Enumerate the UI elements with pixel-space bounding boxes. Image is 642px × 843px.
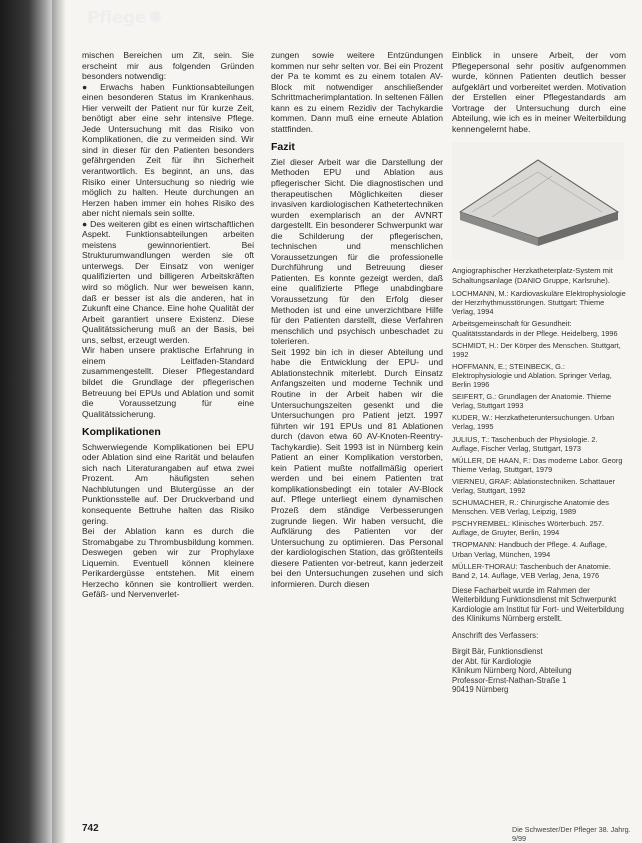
body-paragraph: Wir haben unsere praktische Erfahrung in einem Leitfaden-Standard zusammengestellt. Dieser Pflegestandard bildet die Grundlage der pflegerischen Betreuung bei EPUs und Ablation und somit die Voraussetzung für eine Qualitätssicherung. [82, 345, 254, 419]
reference-item: PSCHYREMBEL: Klinisches Wörterbuch. 257. Auflage, de Gruyter, Berlin, 1994 [452, 519, 604, 538]
heading-komplikationen: Komplikationen [82, 426, 161, 439]
reference-item: SEIFERT, G.: Grundlagen der Anatomie. Thieme Verlag, Stuttgart 1993 [452, 392, 612, 411]
address-line: 90419 Nürnberg [452, 685, 509, 695]
body-paragraph: Seit 1992 bin ich in dieser Abteilung und habe die Entwicklung der EPU- und Ablationstechnik miterlebt. Durch Einsatz Anfangszeiten und moderne Technik und Routine in der Arbeit haben wir die Untersuchungszeiten gesenkt und die Untersuchungen pro Patient jetzt. 1997 führten wir 191 EPUs und 81 Ablationen durch (davon etwa 60 AV-Knoten-Reentry-Tachykardie). Seit 1993 ist in Nürnberg kein Patient an einer Komplikation verstorben, kein Patient mußte notfallmäßig operiert werden und bei einem Patienten trat komplikationsbedingt ein totaler AV-Block auf. Pflege unterliegt einem dynamischen Prozeß dem ständige Verbesserungen zugrunde liegen. Wir haben versucht, die Aufklärung des Patienten vor der Untersuchung zu optimieren. Das Personal der kardiologischen Station, das größtenteils diesere Patienten vor-betreut, kann jederzeit bei den Untersuchungen zusehen und sich informieren. Durch diesen [271, 346, 443, 589]
author-note: Diese Facharbeit wurde im Rahmen der Weiterbildung Funktionsdienst mit Schwerpunkt Kardiologie am Institut für Fort- und Weiterbildung des Klinikums Nürnberg erstellt. [452, 585, 624, 624]
reference-item: Arbeitsgemeinschaft für Gesundheit: Qualitätsstandards in der Pflege. Heidelberg, 1996 [452, 319, 618, 338]
column-2 [271, 50, 443, 589]
reference-item: KUDER, W.: Herzkatheteruntersuchungen. Urban Verlag, 1995 [452, 413, 615, 432]
reference-item: TROPMANN: Handbuch der Pflege. 4. Auflage, Urban Verlag, München, 1994 [452, 540, 607, 559]
address-label: Anschrift des Verfassers: [452, 631, 539, 641]
body-paragraph: Einblick in unsere Arbeit, der vom Pflegepersonal sehr positiv aufgenommen wurde, können Patienten deutlich besser aufgeklärt und vorbereitet werden. Motivation der Erstellen einer Pflegestandards am Vortrage der Untersuchung durch eine Abteilung, wie ich es in meiner Weiterbildung kennengelernt habe. [452, 50, 626, 134]
address-line: der Abt. für Kardiologie [452, 656, 532, 666]
address-line: Birgit Bär, Funktionsdienst [452, 647, 543, 657]
reference-item: SCHMIDT, H.: Der Körper des Menschen. Stuttgart, 1992 [452, 340, 621, 359]
reference-item: SCHUMACHER, R.: Chirurgische Anatomie des Menschen. VEB Verlag, Leipzig, 1989 [452, 498, 609, 517]
section-title: Pflege [87, 8, 147, 28]
bullet-paragraph-2: ● Des weiteren gibt es einen wirtschaftlichen Aspekt. Funktionsabteilungen arbeiten meistens gewinnorientiert. Bei Strukturumwandlungen werden sie oft unterwegs. Der Einsatz von weniger qualifizierten und billigeren Arbeitskräften wird so möglich. Nur wer beweisen kann, daß er besser ist als die anderen, hat in Zukunft eine Chance. Eine hohe Qualität der Arbeit garantiert unsere Existenz. Diese Qualitätssicherung muß an der Basis, bei uns, selbst, erzeugt werden. [82, 218, 254, 345]
section-header [87, 8, 161, 28]
catheter-lab-photo [452, 142, 624, 260]
body-paragraph: zungen sowie weitere Entzündungen kommen nur sehr selten vor. Bei ein Prozent der Pa te kommt es zu einem totalen AV-Block mit notwendiger anschließender Schrittmacherimplantation. In seltenen Fällen kann es zu einem Rezidiv der Tachykardie kommen. Dann muß eine erneute Ablation stattfinden. [271, 50, 443, 134]
column-3 [452, 50, 626, 695]
page-number: 742 [82, 823, 99, 834]
figure-caption: Angiographischer Herzkatheterplatz-System mit Schaltungsanlage (DANIO Gruppe, Karlsruhe). [452, 266, 613, 285]
intro-text: mischen Bereichen um Zit, sein. Sie erscheint mir aus folgenden Gründen besonders notwendig: [82, 50, 254, 82]
header-bullet-icon [150, 11, 161, 22]
body-paragraph: Bei der Ablation kann es durch die Stromabgabe zu Thrombusbildung kommen. Deswegen geben wir zur Prophylaxe Liquemin. Eventuell können kleinere Perikardergüsse entstehen. Mit einem Herzecho können sie kontrolliert werden. Gefäß- und Nervenverlet- [82, 526, 254, 600]
figure-photo [452, 142, 624, 260]
bullet-paragraph-1: ● Erwachs haben Funktionsabteilungen einen besonderen Status im Krankenhaus. Hier verweilt der Patient nur für kurze Zeit, benötigt aber eine sehr intensive Pflege. Jede Untersuchung mit das Risiko von Komplikationen, die zu vermeiden sind. Wir sind in dieser für den Patienten besonders gefährgenden Zeit für ihn Sicherheit verantwortlich. Es beginnt, an uns, das Risiko einer Untersuchung so niedrig wie möglich zu halten. Heute durchungen an Herzen haben immer ein hohes Risiko des aber nicht niemals sein sollte. [82, 81, 254, 219]
reference-item: HOFFMANN, E.; STEINBECK, G.: Elektrophysiologie und Ablation. Springer Verlag, Berlin 1996 [452, 361, 612, 390]
address-line: Klinikum Nürnberg Nord, Abteilung [452, 666, 572, 676]
reference-item: JULIUS, T.: Taschenbuch der Physiologie. 2. Auflage, Fischer Verlag, Stuttgart, 1973 [452, 434, 598, 453]
column-1 [82, 50, 254, 600]
reference-item: MÜLLER, DE HAAN, F.: Das moderne Labor. Georg Thieme Verlag, Stuttgart, 1979 [452, 455, 623, 474]
reference-item: LOCHMANN, M.: Kardiovaskuläre Elektrophysiologie der Herzrhythmusstörungen. Stuttgart: Thieme Verlag, 1994 [452, 289, 626, 317]
reference-item: VIERNEU, GRAF: Ablationstechniken. Schattauer Verlag, Stuttgart, 1992 [452, 476, 616, 495]
body-paragraph: Schwerwiegende Komplikationen bei EPU oder Ablation sind eine Rarität und belaufen sich nach Literaturangaben auf etwa zwei Prozent. Am häufigsten sehen Nachblutungen und Blutergüsse an der Punktionsstelle auf. Der Druckverband und konsequente Bettruhe halten das Risiko gering. [82, 441, 254, 526]
address-line: Professor-Ernst-Nathan-Straße 1 [452, 675, 567, 685]
author-address [452, 631, 626, 695]
reference-list [452, 289, 626, 580]
reference-item: MÜLLER-THORAU: Taschenbuch der Anatomie. Band 2, 14. Auflage, VEB Verlag, Jena, 1976 [452, 561, 611, 580]
bullet-icon: ● [82, 218, 91, 229]
journal-citation: Die Schwester/Der Pfleger 38. Jahrg. 9/99 [512, 825, 631, 843]
magazine-page [52, 0, 642, 843]
bullet-icon: ● [82, 81, 101, 92]
book-gutter [0, 0, 52, 843]
body-paragraph: Ziel dieser Arbeit war die Darstellung der Methoden EPU und Ablation aus pflegerischer Sicht. Die diagnostischen und therapeutischen Möglichkeiten dieser invasiven kardiologischen Kathetertechniken wurden exemplarisch an der AVNRT dargestellt. Ein besonderer Schwerpunkt war die Schilderung der pflegerischen, technischen und menschlichen Voraussetzungen für die professionelle Durchführung und Betreuung dieser Patienten. Es konnte gezeigt werden, daß eine qualifizierte Pflege unabdingbare Voraussetzung für den Erfolg dieser Methoden ist und eine unverzichtbare Hilfe für den Patienten darstellt, diese Verfahren menschlich und psychisch unbeschadet zu tolerieren. [271, 156, 443, 347]
heading-fazit: Fazit [271, 141, 295, 154]
